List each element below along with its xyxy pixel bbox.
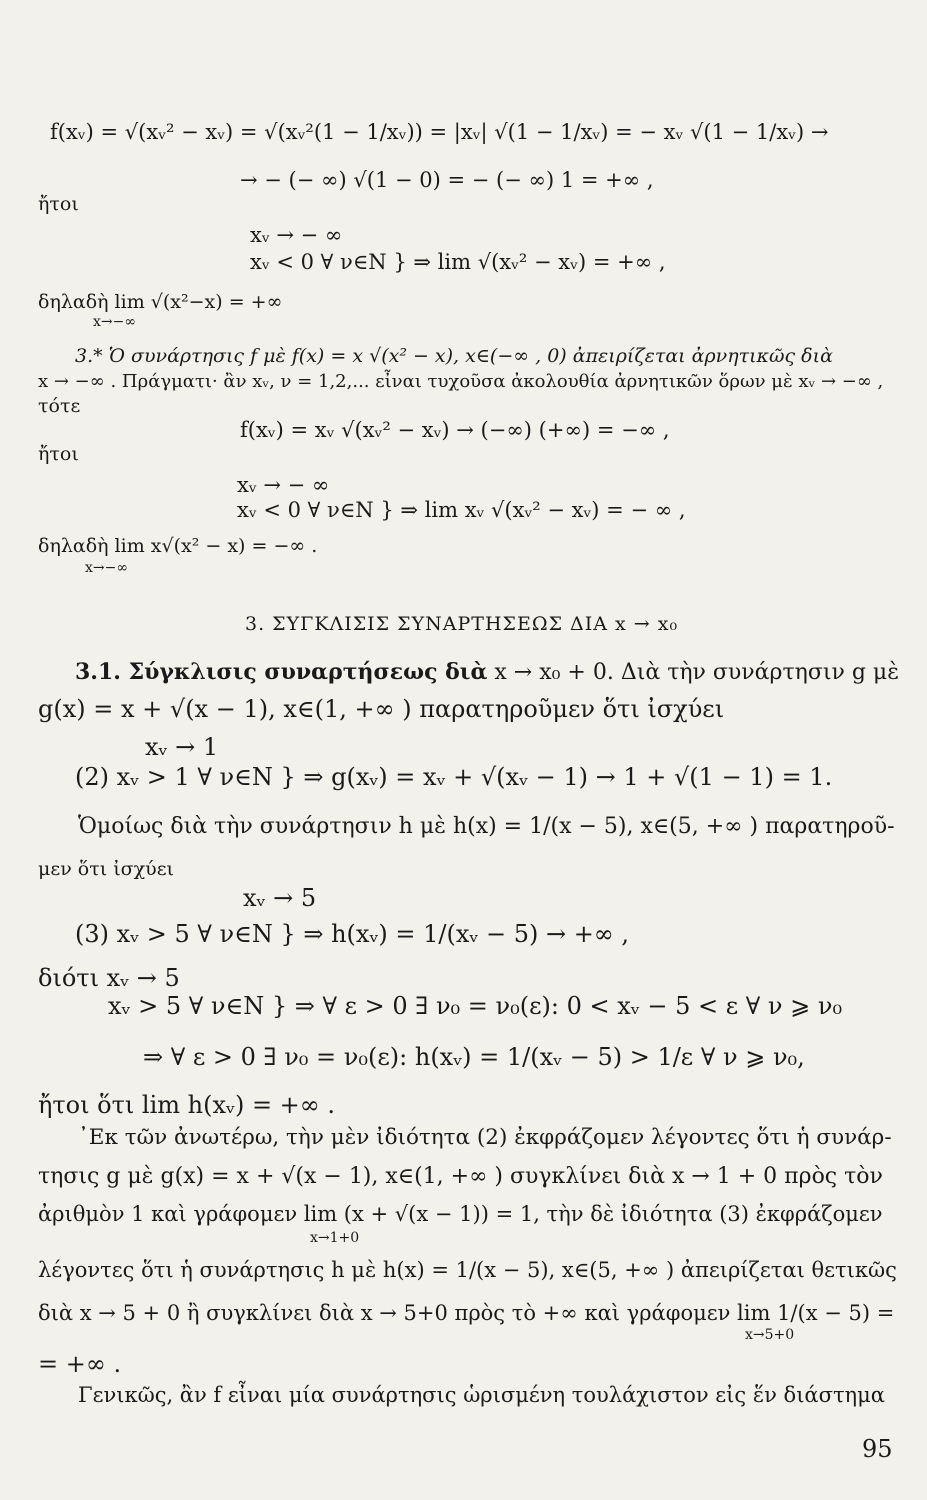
subsection-tail: x → x₀ + 0. Διὰ τὴν συνάρτησιν g μὲ (494, 660, 900, 685)
limit-subscript: x→−∞ (85, 560, 129, 576)
formula-line: (2) xᵥ > 1 ∀ ν∈N } ⇒ g(xᵥ) = xᵥ + √(xᵥ − 1) → 1 + √(1 − 1) = 1. (75, 763, 833, 791)
limit-subscript: x→5+0 (745, 1327, 795, 1343)
formula-line: f(xᵥ) = xᵥ √(xᵥ² − xᵥ) → (−∞) (+∞) = −∞ , (240, 418, 670, 442)
text-line: ἤτοι ὅτι lim h(xᵥ) = +∞ . (38, 1091, 336, 1119)
formula-line: xᵥ > 5 ∀ ν∈N } ⇒ ∀ ε > 0 ∃ ν₀ = ν₀(ε): 0 < xᵥ − 5 < ε ∀ ν ⩾ ν₀ (108, 992, 843, 1020)
formula-line: f(xᵥ) = √(xᵥ² − xᵥ) = √(xᵥ²(1 − 1/xᵥ)) = |xᵥ| √(1 − 1/xᵥ) = − xᵥ √(1 − 1/xᵥ) → (50, 120, 829, 144)
text-line: ἀριθμὸν 1 καὶ γράφομεν lim (x + √(x − 1)) = 1, τὴν δὲ ἰδιότητα (3) ἐκφράζομεν (38, 1202, 883, 1226)
formula-line: xᵥ < 0 ∀ ν∈N } ⇒ lim xᵥ √(xᵥ² − xᵥ) = − ∞ , (237, 498, 686, 522)
formula-line: xᵥ → − ∞ (250, 223, 343, 247)
text-line: διὰ x → 5 + 0 ἢ συγκλίνει διὰ x → 5+0 πρὸς τὸ +∞ καὶ γράφομεν lim 1/(x − 5) = (38, 1301, 895, 1325)
text-line: x → −∞ . Πράγματι· ἂν xᵥ, ν = 1,2,... εἶναι τυχοῦσα ἀκολουθία ἀρνητικῶν ὅρων μὲ xᵥ → −∞ , (38, 371, 884, 392)
formula-line: → − (− ∞) √(1 − 0) = − (− ∞) 1 = +∞ , (240, 168, 654, 192)
text-line: ἤτοι (38, 193, 79, 215)
page-number: 95 (862, 1435, 893, 1463)
text-line: Γενικῶς, ἂν f εἶναι μία συνάρτησις ὡρισμένη τουλάχιστον εἰς ἕν διάστημα (78, 1383, 885, 1407)
formula-line: (3) xᵥ > 5 ∀ ν∈N } ⇒ h(xᵥ) = 1/(xᵥ − 5) → +∞ , (75, 920, 630, 948)
formula-line: xᵥ < 0 ∀ ν∈N } ⇒ lim √(xᵥ² − xᵥ) = +∞ , (250, 250, 666, 274)
limit-subscript: x→1+0 (310, 1230, 360, 1246)
text-line: 3.* Ὁ συνάρτησις f μὲ f(x) = x √(x² − x), x∈(−∞ , 0) ἀπειρίζεται ἀρνητικῶς διὰ (75, 345, 833, 367)
text-line: ἤτοι (38, 443, 79, 465)
limit-subscript: x→−∞ (93, 314, 137, 330)
text-line: ᾿Εκ τῶν ἀνωτέρω, τὴν μὲν ἰδιότητα (2) ἐκφράζομεν λέγοντες ὅτι ἡ συνάρ- (78, 1125, 892, 1150)
text-line: δηλαδὴ lim x√(x² − x) = −∞ . (38, 535, 318, 557)
subsection-title: 3.1. Σύγκλισις συναρτήσεως διὰ (75, 659, 488, 685)
formula-line: διότι xᵥ → 5 (38, 964, 180, 992)
section-heading: 3. ΣΥΓΚΛΙΣΙΣ ΣΥΝΑΡΤΗΣΕΩΣ ΔΙΑ x → x₀ (245, 613, 679, 635)
subsection-line (75, 661, 899, 684)
text-line: δηλαδὴ lim √(x²−x) = +∞ (38, 291, 283, 313)
text-line: λέγοντες ὅτι ἡ συνάρτησις h μὲ h(x) = 1/(x − 5), x∈(5, +∞ ) ἀπειρίζεται θετικῶς (38, 1258, 897, 1282)
text-line: Ὁμοίως διὰ τὴν συνάρτησιν h μὲ h(x) = 1/(x − 5), x∈(5, +∞ ) παρατηροῦ- (78, 814, 895, 839)
text-line: = +∞ . (38, 1350, 122, 1378)
text-line: μεν ὅτι ἰσχύει (38, 858, 174, 880)
text-line: g(x) = x + √(x − 1), x∈(1, +∞ ) παρατηροῦμεν ὅτι ἰσχύει (38, 695, 725, 723)
formula-line: xᵥ → − ∞ (237, 473, 330, 497)
text-line: τησις g μὲ g(x) = x + √(x − 1), x∈(1, +∞ ) συγκλίνει διὰ x → 1 + 0 πρὸς τὸν (38, 1164, 883, 1189)
text-line: τότε (38, 395, 81, 417)
formula-line: xᵥ → 1 (145, 733, 219, 761)
formula-line: ⇒ ∀ ε > 0 ∃ ν₀ = ν₀(ε): h(xᵥ) = 1/(xᵥ − 5) > 1/ε ∀ ν ⩾ ν₀, (143, 1043, 805, 1071)
formula-line: xᵥ → 5 (243, 884, 317, 912)
